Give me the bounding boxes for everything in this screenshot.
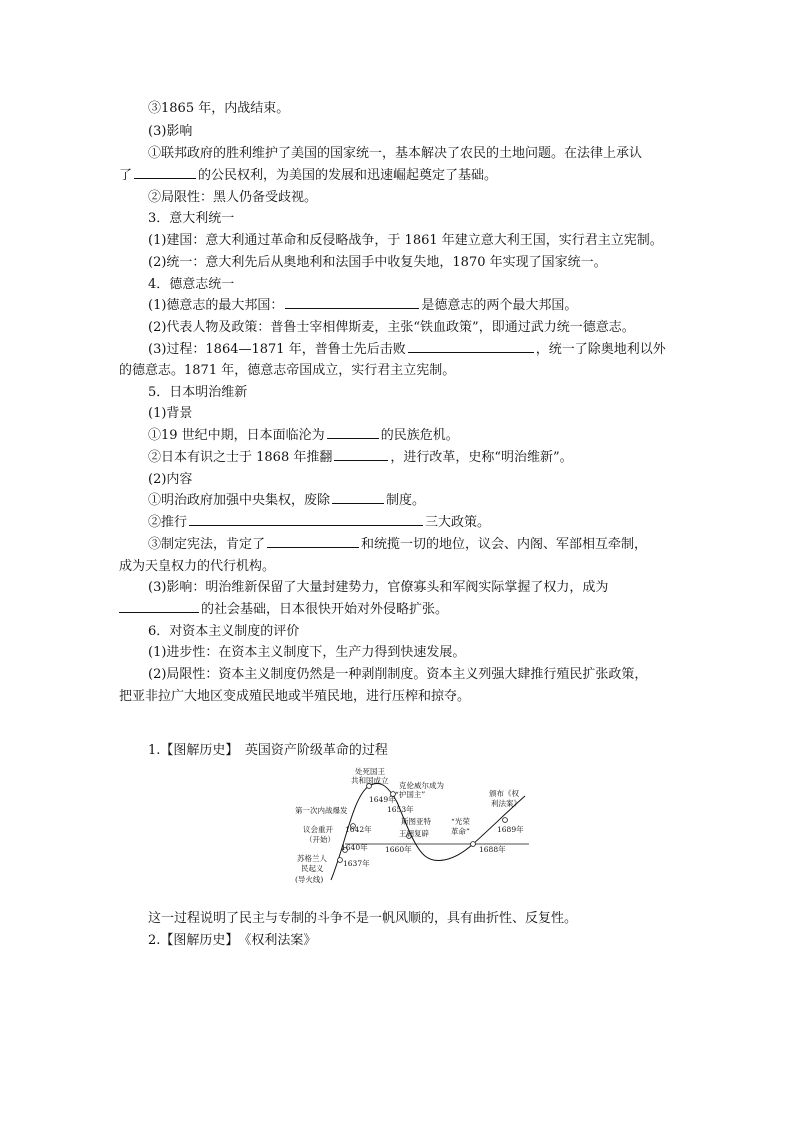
label-trigger: (导火线) [295,875,324,884]
text-fragment: (1)德意志的最大邦国： [148,298,284,313]
fill-blank[interactable] [267,534,359,548]
revolution-process-diagram [283,766,533,898]
figure-heading: 2.【图解历史】 《权利法案》 [148,933,317,948]
text-line [148,295,577,317]
text-fragment: 三大政策。 [425,515,491,530]
text-line: ②局限性：黑人仍备受歧视。 [148,190,318,205]
text-fragment: ①19 世纪中期，日本面临沦为 [148,428,325,443]
text-fragment: 是德意志的两个最大邦国。 [421,298,578,313]
text-line: 成为天皇权力的代行机构。 [119,559,276,574]
text-fragment: 了 [119,168,133,183]
year-1642: 1642年 [345,825,372,834]
label-stuart: 斯图亚特 [401,817,431,826]
year-1649: 1649年 [369,795,396,804]
section-heading: 4．德意志统一 [148,277,235,292]
label-scots: 苏格兰人 [297,854,327,863]
text-fragment: 的民族危机。 [380,428,459,443]
text-line: ①联邦政府的胜利维护了美国的国家统一，基本解决了农民的土地问题。在法律上承认 [148,146,643,161]
year-1660: 1660年 [385,845,412,854]
label-bill-of-rights: 利法案》 [491,799,521,808]
text-line: (1)进步性：在资本主义制度下，生产力得到快速发展。 [148,645,466,660]
section-heading: 5．日本明治维新 [148,385,248,400]
label-glorious: “光荣 [451,817,470,826]
text-line: 这一过程说明了民主与专制的斗争不是一帆风顺的，具有曲折性、反复性。 [148,911,578,926]
node-1689 [503,818,508,823]
label-execute-king: 处死国王 [355,767,385,776]
node-1688 [471,842,476,847]
year-1689: 1689年 [497,825,524,834]
label-republic: 共和国成立 [351,776,389,785]
label-uprising: 民起义 [301,864,324,873]
text-line: (2)统一：意大利先后从奥地利和法国手中收复失地，1870 年实现了国家统一。 [148,255,607,270]
text-line [148,490,425,512]
label-parliament-reopen: 议会重开 [303,825,333,834]
text-line: (2)局限性：资本主义制度仍然是一种剥削制度。资本主义列强大肆推行殖民扩张政策， [148,667,648,682]
text-line [148,447,573,469]
text-line: 把亚非拉广大地区变成殖民地或半殖民地，进行压榨和掠夺。 [119,689,471,704]
fill-blank[interactable] [119,599,199,613]
text-line [148,534,647,556]
text-line: (2)内容 [148,472,193,487]
text-fragment: ，进行改革，史称“明治维新”。 [390,450,573,465]
text-line: ③1865 年，内战结束。 [148,101,290,116]
text-line [119,599,448,621]
text-fragment: 制度。 [386,493,426,508]
text-fragment: 的公民权利，为美国的发展和迅速崛起奠定了基础。 [198,168,498,183]
text-fragment: ②日本有识之士于 1868 年推翻 [148,450,333,465]
year-1640: 1640年 [341,843,368,852]
text-line [119,165,497,187]
label-issue-bill: 颁布《权 [489,789,519,798]
fill-blank[interactable] [332,490,384,504]
year-1688: 1688年 [479,845,506,854]
text-fragment: ①明治政府加强中央集权，废除 [148,493,331,508]
fill-blank[interactable] [327,425,379,439]
fill-blank[interactable] [408,339,534,353]
text-line: (3)影响 [148,124,193,139]
label-revolution: 革命” [451,827,470,836]
section-heading: 6．对资本主义制度的评价 [148,624,300,639]
year-1653: 1653年 [387,805,414,814]
text-line: (1)建国：意大利通过革命和反侵略战争，于 1861 年建立意大利王国，实行君主立宪制。 [148,233,663,248]
fill-blank[interactable] [334,447,388,461]
text-line [148,512,490,534]
label-protector: “护国主” [395,790,426,799]
text-line [148,339,666,361]
text-fragment: ②推行 [148,515,188,530]
text-line: (2)代表人物及政策：普鲁士宰相俾斯麦，主张“铁血政策”，即通过武力统一德意志。 [148,320,635,335]
text-fragment: 和统揽一切的地位，议会、内阁、军部相互牵制， [361,537,648,552]
fill-blank[interactable] [189,512,423,526]
fill-blank[interactable] [285,295,419,309]
label-begin: （开始） [305,835,335,844]
label-civil-war: 第一次内战爆发 [295,806,348,815]
text-line: (1)背景 [148,406,193,421]
label-cromwell: 克伦威尔成为 [399,781,444,790]
text-fragment: ③制定宪法，肯定了 [148,537,266,552]
text-fragment: 的社会基础，日本很快开始对外侵略扩张。 [201,602,449,617]
section-heading: 3．意大利统一 [148,211,235,226]
node-1637 [338,858,343,863]
text-fragment: ，统一了除奥地利以外 [535,342,666,357]
fill-blank[interactable] [134,165,196,179]
figure-heading: 1.【图解历史】 英国资产阶级革命的过程 [148,743,388,758]
year-1637: 1637年 [343,859,370,868]
label-restoration: 王朝复辟 [399,829,429,838]
text-line: (3)影响：明治维新保留了大量封建势力，官僚寡头和军阀实际掌握了权力，成为 [148,580,609,595]
text-fragment: (3)过程：1864—1871 年，普鲁士先后击败 [148,342,406,357]
text-line: 的德意志。1871 年，德意志帝国成立，实行君主立宪制。 [119,363,456,378]
text-line [148,425,459,447]
